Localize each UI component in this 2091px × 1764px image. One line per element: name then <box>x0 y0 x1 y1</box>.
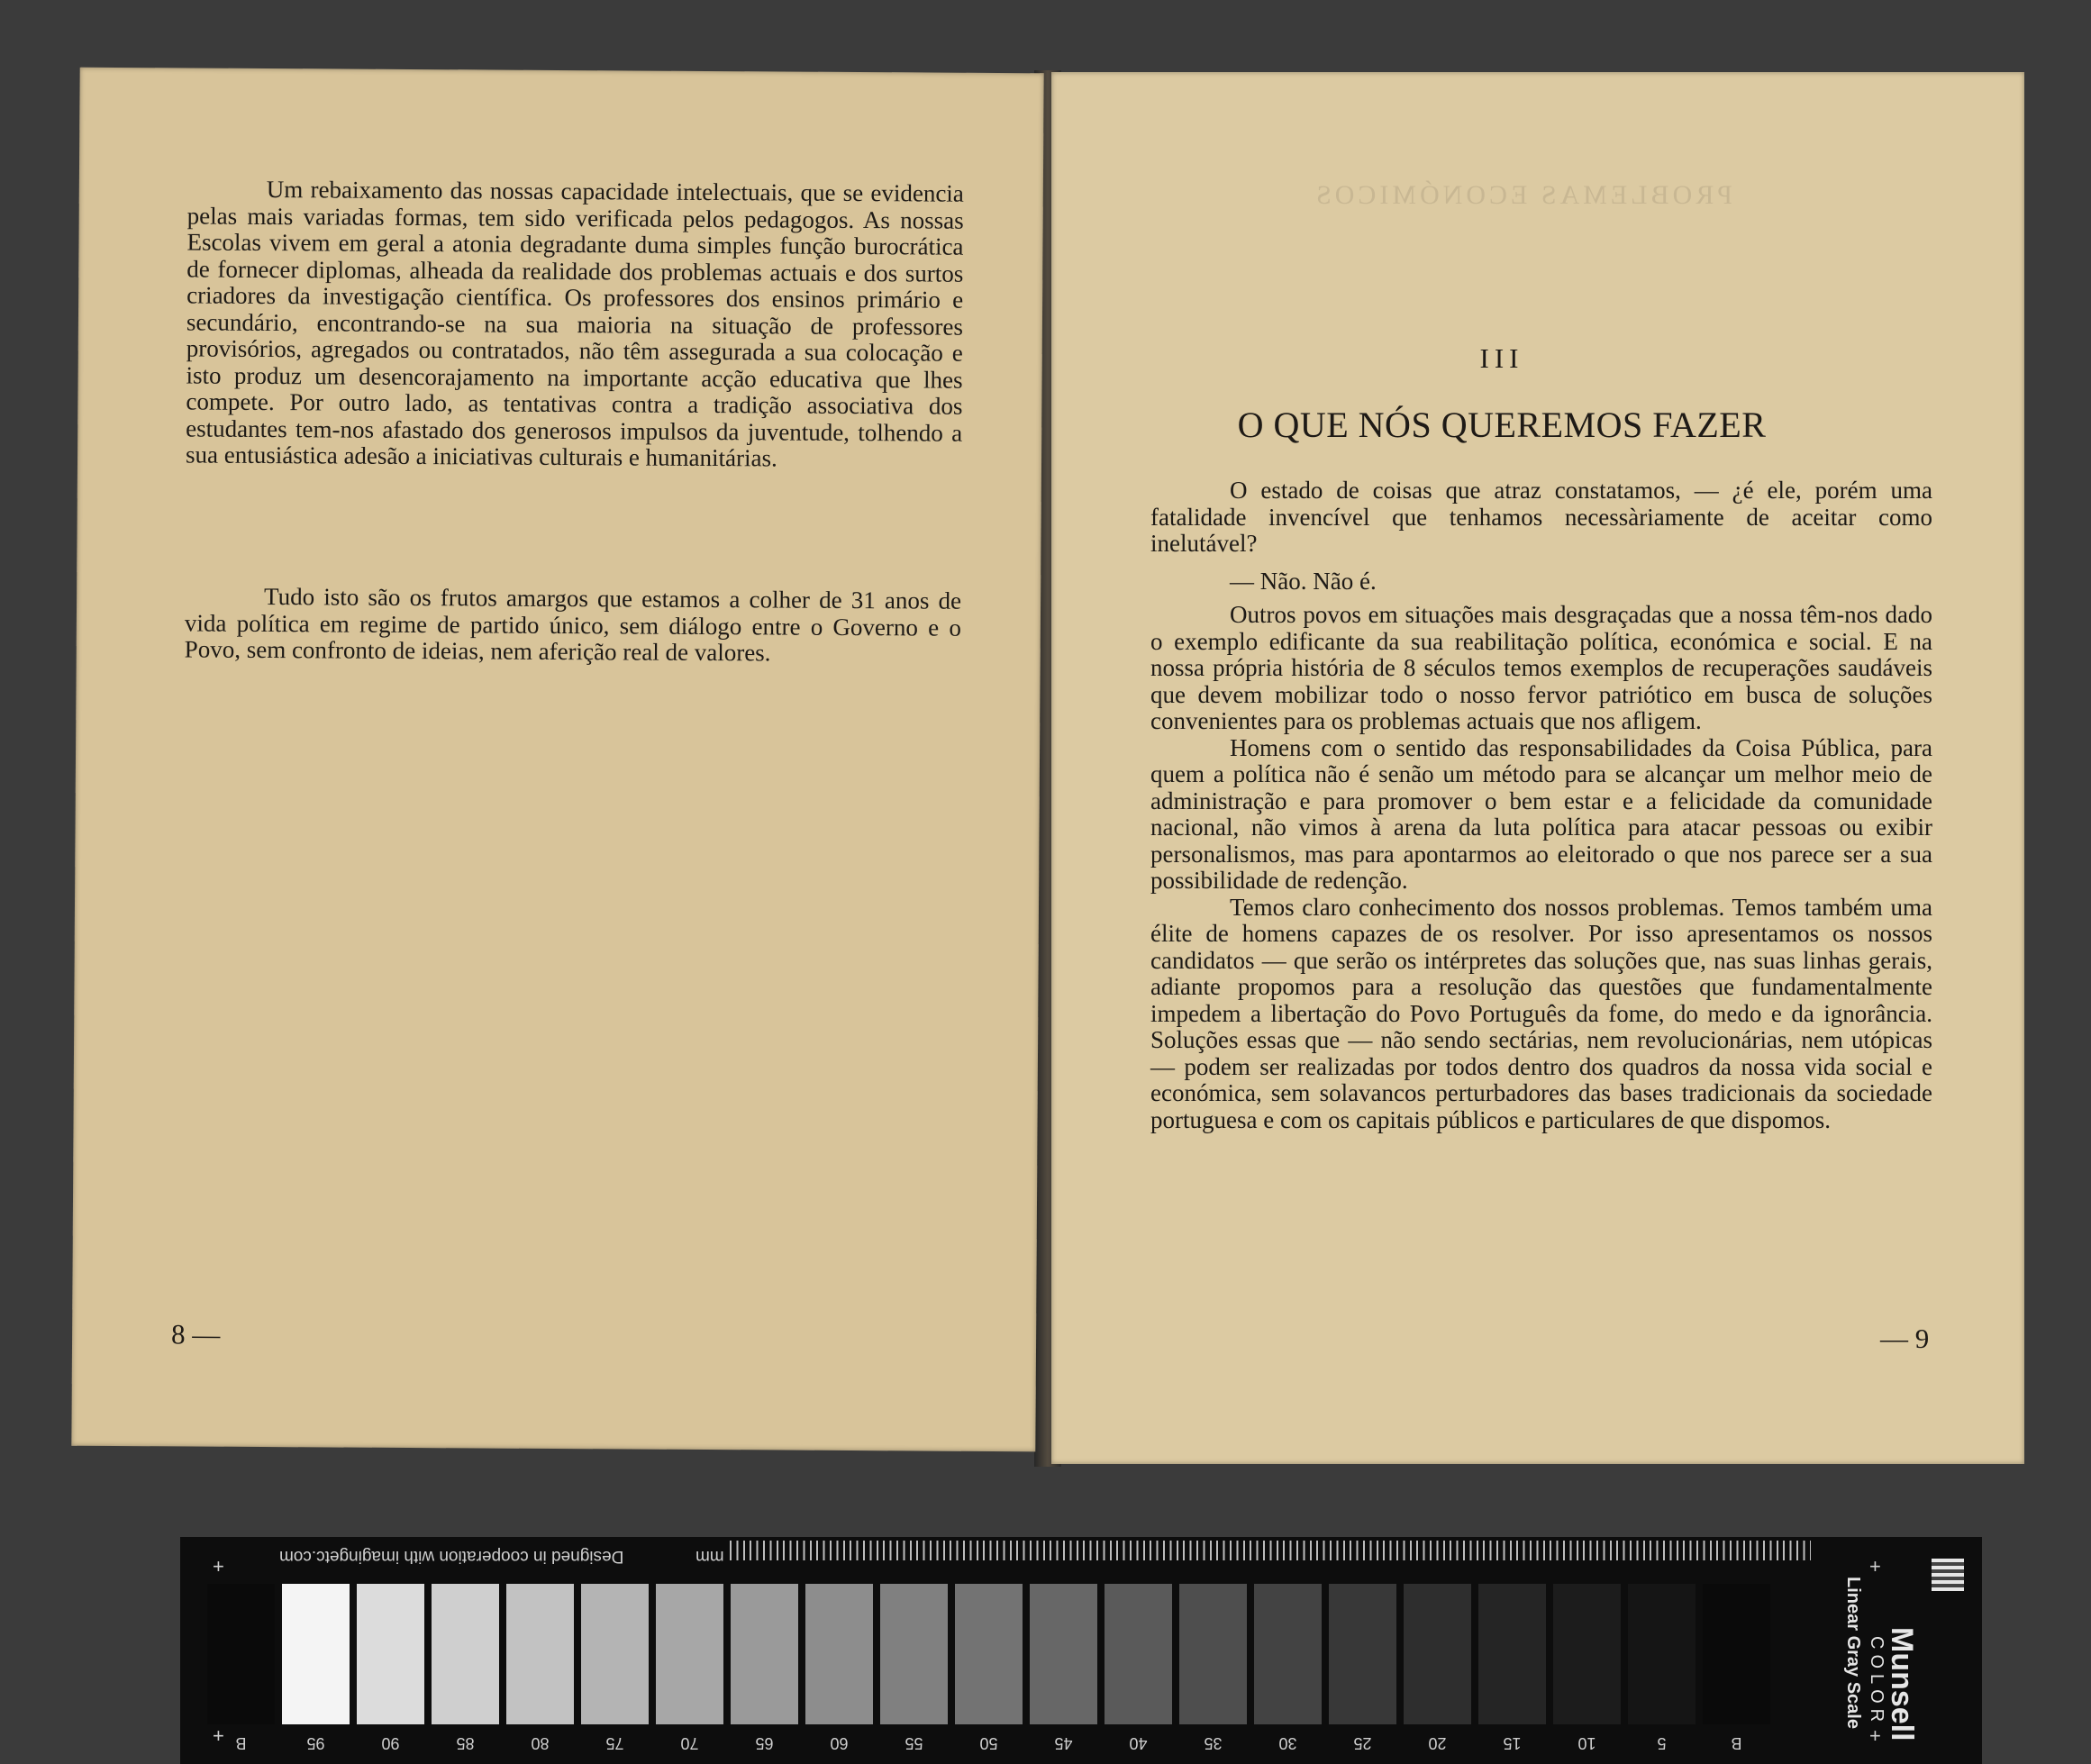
registration-mark: + <box>1869 1724 1881 1747</box>
gray-patch <box>282 1584 350 1724</box>
gray-patch-label: 65 <box>755 1734 774 1752</box>
gray-patch-label: 25 <box>1353 1734 1372 1752</box>
gray-patch <box>1179 1584 1247 1724</box>
gray-patch <box>731 1584 798 1724</box>
gray-patch-label: 70 <box>680 1734 699 1752</box>
brand-sub: COLOR <box>1867 1636 1886 1728</box>
gray-patch <box>207 1584 275 1724</box>
gray-patch <box>581 1584 649 1724</box>
gray-patch-label: 55 <box>905 1734 923 1752</box>
paragraph-text: — Não. Não é. <box>1230 567 1377 595</box>
gray-patch <box>1254 1584 1322 1724</box>
gray-patch-label: 45 <box>1054 1734 1073 1752</box>
gray-patch-label: 95 <box>306 1734 325 1752</box>
gray-patch-label: 50 <box>979 1734 998 1752</box>
gray-patch <box>1553 1584 1621 1724</box>
gray-patch <box>506 1584 574 1724</box>
gray-patch-label: 40 <box>1129 1734 1148 1752</box>
gray-patch <box>1105 1584 1172 1724</box>
left-paragraph-2 <box>185 583 962 668</box>
gray-patch-label: 5 <box>1657 1734 1667 1752</box>
gray-patches <box>207 1584 1770 1724</box>
right-page <box>1051 72 2024 1464</box>
gray-patch <box>357 1584 424 1724</box>
gray-patch-label: 15 <box>1503 1734 1522 1752</box>
gray-patch <box>1329 1584 1396 1724</box>
gray-patch <box>1478 1584 1546 1724</box>
munsell-logo-icon <box>1932 1559 1964 1591</box>
gray-patch-label: 90 <box>381 1734 400 1752</box>
registration-mark: + <box>213 1555 224 1578</box>
paragraph-text: O estado de coisas que atraz constatamos, — ¿é ele, porém uma fatalidade invencível que tenhamos necessàriamente de aceitar como inelutável? <box>1150 477 1932 557</box>
gray-patch-label: B <box>235 1734 247 1752</box>
registration-mark: + <box>213 1724 224 1747</box>
munsell-brand <box>1843 1555 1964 1753</box>
scale-name: Linear Gray Scale <box>1843 1577 1863 1729</box>
gray-patch <box>1030 1584 1097 1724</box>
gray-patch <box>955 1584 1023 1724</box>
gray-patch <box>656 1584 723 1724</box>
page-number-left: 8 — <box>170 1318 221 1350</box>
scale-unit: mm <box>695 1547 724 1566</box>
gray-patch <box>1628 1584 1696 1724</box>
right-body <box>1150 477 1932 1133</box>
gray-patch-labels <box>207 1733 1770 1752</box>
paragraph-text: Temos claro conhecimento dos nossos problemas. Temos também uma élite de homens capazes de os resolver. Por isso apresentamos os nossos candidatos — que serão os intérpretes das soluções que, nas suas linhas gerais, adiante propomos para a resolução das questões que fundamentalmente impedem a libertação do Povo Português da fome, do medo e da ignorância. Soluções essas que — não sendo sectárias, nem revolucionárias, nem utópicas — podem ser realizadas por todos dentro dos quadros da nossa vida social e económica, sem solavancos perturbadores das bases tradicionais da sociedade portuguesa e com os capitais públicos e particulares de que dispomos. <box>1150 893 1932 1133</box>
gray-patch-label: B <box>1731 1734 1742 1752</box>
gray-patch-label: 10 <box>1577 1734 1596 1752</box>
gray-patch <box>1404 1584 1471 1724</box>
gray-patch-label: 60 <box>830 1734 849 1752</box>
chapter-number: III <box>1479 342 1524 374</box>
left-page <box>71 68 1043 1452</box>
mm-ruler <box>730 1541 1811 1560</box>
gray-patch-label: 85 <box>456 1734 475 1752</box>
left-paragraph-1 <box>186 176 964 473</box>
gray-patch-label: 20 <box>1428 1734 1447 1752</box>
gray-patch-label: 35 <box>1204 1734 1223 1752</box>
paragraph-text: Outros povos em situações mais desgraçadas que a nossa têm-nos dado o exemplo edificante da sua reabilitação política, económica e social. E na nossa própria história de 8 séculos temos exemplos de recuperações saudáveis que devem mobilizar todo o nosso fervor patriótico em busca de soluções convenientes para os problemas actuais que nos afligem. <box>1150 601 1932 734</box>
gray-patch-label: 30 <box>1278 1734 1297 1752</box>
gray-patch <box>1703 1584 1770 1724</box>
gray-patch <box>805 1584 873 1724</box>
gray-patch <box>432 1584 499 1724</box>
scale-credit: Designed in cooperation with imagingetc.com <box>279 1547 624 1566</box>
chapter-title: O QUE NÓS QUEREMOS FAZER <box>1237 405 1767 445</box>
gray-scale-target <box>180 1537 1982 1764</box>
gray-patch <box>880 1584 948 1724</box>
registration-mark: + <box>1869 1555 1881 1578</box>
brand-name: Munsell <box>1885 1627 1919 1741</box>
gray-patch-label: 80 <box>531 1734 550 1752</box>
gray-patch-label: 75 <box>605 1734 624 1752</box>
paragraph-text: Tudo isto são os frutos amargos que estamos a colher de 31 anos de vida política em regime de partido único, sem diálogo entre o Governo e o Povo, sem confronto de ideias, nem aferição real de valores. <box>184 583 962 667</box>
bleed-through-text: PROBLEMAS ECONÓMICOS <box>1313 180 1732 210</box>
paragraph-text: Um rebaixamento das nossas capacidade intelectuais, que se evidencia pelas mais variadas formas, tem sido verificada pelos pedagogos. As nossas Escolas vivem em geral a atonia degradante duma simples função burocrática de fornecer diplomas, alheada da realidade dos problemas actuais e dos surtos criadores da investigação científica. Os professores dos ensinos primário e secundário, encontrando-se na sua maioria na situação de professores provisórios, agregados ou contratados, não têm assegurada a sua colocação e isto produz um desencorajamento na importante acção educativa que lhes compete. Por outro lado, as tentativas contra a tradição associativa dos estudantes tem-nos afastado dos generosos impulsos da juventude, tolhendo a sua entusiástica adesão a iniciativas culturais e humanitárias. <box>185 176 964 472</box>
paragraph-text: Homens com o sentido das responsabilidades da Coisa Pública, para quem a política não é senão um método para se alcançar um melhor meio de administração e para promover o bem estar e a felicidade da comunidade nacional, não vimos à arena da luta política para atacar pessoas ou exibir personalismos, mas para apontarmos ao eleitorado o que nos parece ser a sua possibilidade de redenção. <box>1150 733 1932 894</box>
page-number-right: — 9 <box>1880 1323 1930 1354</box>
